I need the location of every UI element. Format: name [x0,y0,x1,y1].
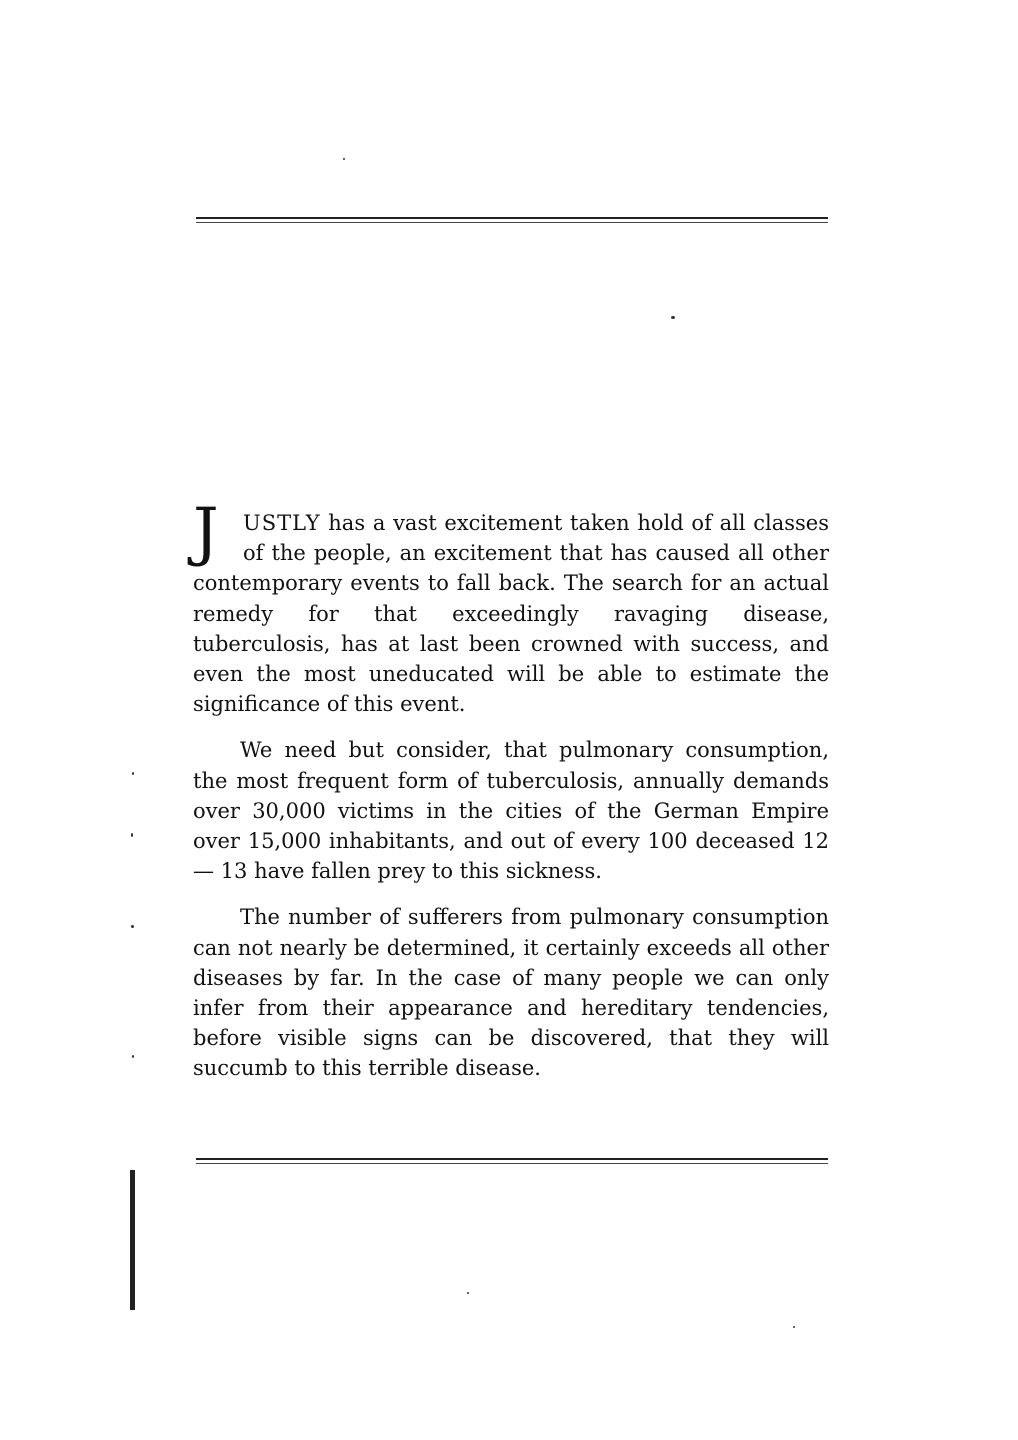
scan-speck [132,772,134,775]
paragraph-1 [193,495,829,719]
scan-speck [467,1292,469,1294]
scan-speck [132,1055,134,1058]
drop-cap: J [193,495,219,569]
scan-speck [131,925,134,928]
scan-speck [671,316,675,319]
scan-speck [131,833,133,837]
bottom-rule [196,1158,828,1164]
scan-speck [793,1326,795,1328]
binding-edge [130,1170,135,1310]
body-text [193,495,829,1084]
lead-word: USTLY [243,511,321,535]
paragraph-3: The number of sufferers from pulmonary consumption can not nearly be determined, it certainly exceeds all other diseases by far. In the case of many people we can only infer from their appearance and hereditary tendencies, before visible signs can be discovered, that they will succumb to this terrible disease. [193,905,829,1081]
paragraph-1-text: has a vast excitement taken hold of all classes of the people, an excitement that has caused all other contemporary events to fall back. The search for an actual remedy for that exceedingly ravaging disease, tuberculosis, has at last been crowned with success, and even the most uneducated will be able to estimate the significance of this event. [193,511,829,717]
paragraph-2: We need but consider, that pulmonary consumption, the most frequent form of tuberculosis, annually demands over 30,000 victims in the cities of the German Empire over 15,000 inhabitants, and out of every 100 deceased 12 — 13 have fallen prey to this sickness. [193,738,829,884]
top-rule [196,217,828,223]
scan-speck [343,158,345,160]
